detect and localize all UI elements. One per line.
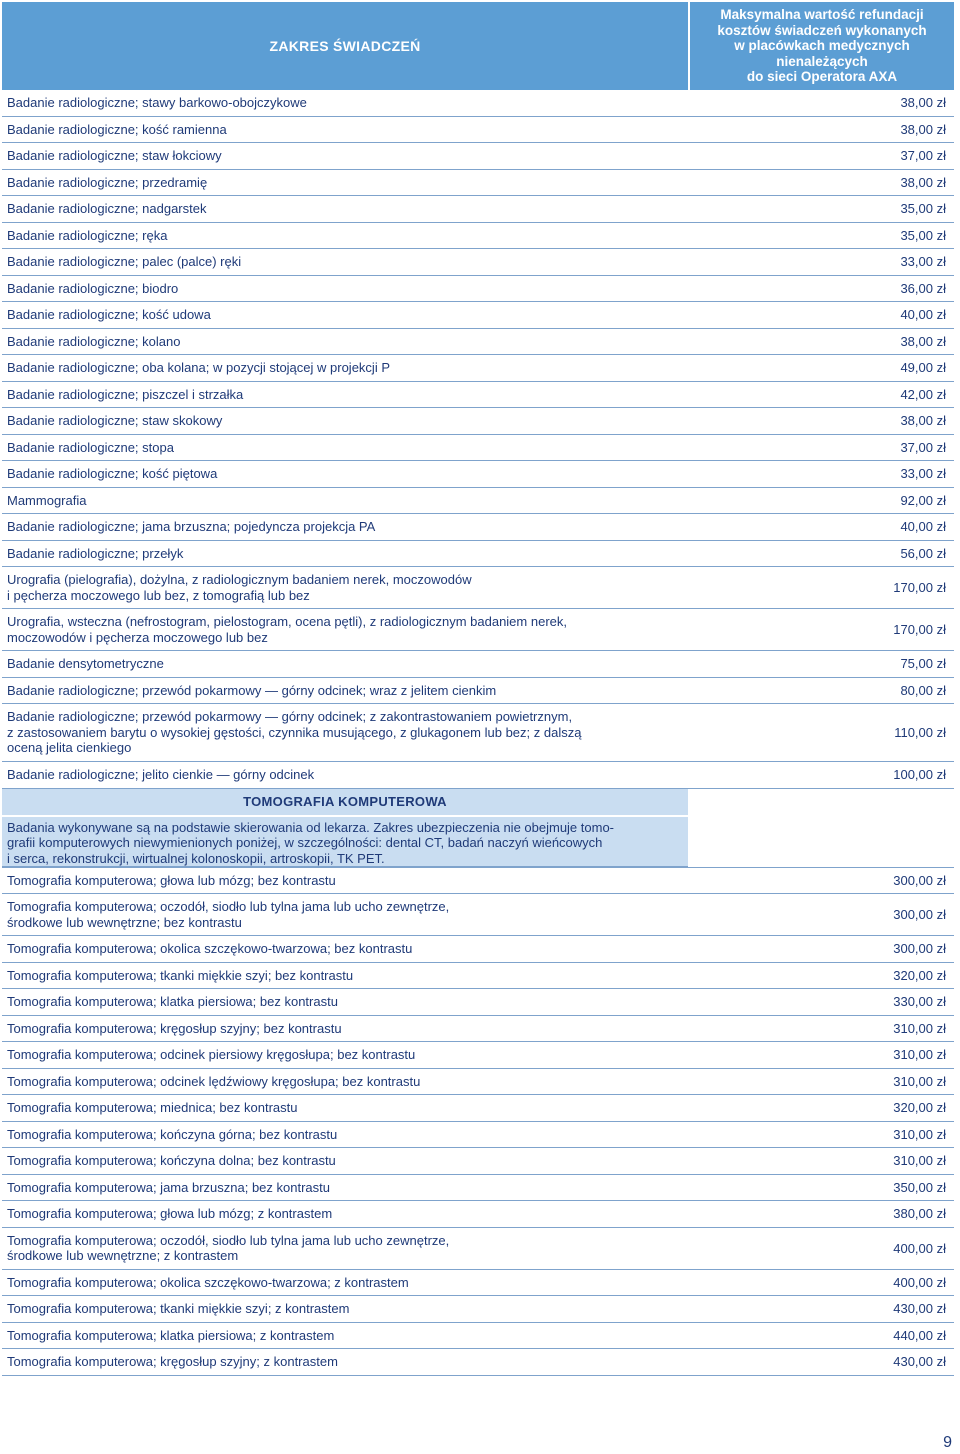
refund-table	[2, 2, 954, 1376]
description-line: moczowodów i pęcherza moczowego lub bez	[7, 629, 268, 645]
service-description	[2, 1180, 688, 1196]
description-line: Tomografia komputerowa; tkanki miękkie szyi; z kontrastem	[7, 1301, 350, 1316]
table-row	[2, 651, 954, 678]
table-row	[2, 678, 954, 705]
refund-amount: 430,00 zł	[893, 1354, 946, 1370]
service-description	[2, 1153, 688, 1169]
refund-amount: 56,00 zł	[900, 545, 946, 561]
service-description	[2, 546, 688, 562]
page-number: 9	[943, 1434, 952, 1451]
refund-amount: 42,00 zł	[900, 386, 946, 402]
description-line: Badanie radiologiczne; przewód pokarmowy — górny odcinek; z zakontrastowaniem powietrznym,	[7, 709, 573, 725]
description-line: Tomografia komputerowa; klatka piersiowa; z kontrastem	[7, 1327, 335, 1343]
refund-amount: 35,00 zł	[900, 201, 946, 217]
description-line: Urografia (pielografia), dożylna, z radiologicznym badaniem nerek, moczowodów	[7, 572, 472, 587]
service-description	[2, 873, 688, 889]
refund-amount: 100,00 zł	[893, 767, 946, 783]
refund-amount: 310,00 zł	[893, 1047, 946, 1063]
service-description	[2, 440, 688, 456]
description-line: Tomografia komputerowa; okolica szczękowo-twarzowa; bez kontrastu	[7, 941, 413, 956]
refund-amount: 400,00 zł	[893, 1240, 946, 1256]
table-row	[2, 461, 954, 488]
refund-amount: 430,00 zł	[893, 1301, 946, 1317]
description-line: Tomografia komputerowa; oczodół, siodło lub tylna jama lub ucho zewnętrze,	[7, 1232, 450, 1248]
table-row	[2, 963, 954, 990]
description-line: Badanie radiologiczne; biodro	[7, 280, 179, 296]
service-description	[2, 899, 688, 930]
service-description	[2, 1354, 688, 1370]
service-description	[2, 281, 688, 297]
table-row	[2, 329, 954, 356]
description-line: Tomografia komputerowa; kręgosłup szyjny; z kontrastem	[7, 1354, 338, 1369]
table-row	[2, 1323, 954, 1350]
table-row	[2, 936, 954, 963]
table-row	[2, 355, 954, 382]
table-row	[2, 704, 954, 762]
description-line: z zastosowaniem barytu o wysokiej gęstości, czynnika musującego, z glukagonem lub bez; z dalszą	[7, 724, 582, 740]
refund-amount: 110,00 zł	[894, 725, 946, 740]
table-row	[2, 117, 954, 144]
description-line: Mammografia	[7, 492, 87, 508]
table-row	[2, 1042, 954, 1069]
service-description	[2, 1074, 688, 1090]
ct-rows	[2, 868, 954, 1376]
service-description	[2, 1127, 688, 1143]
service-description	[2, 413, 688, 429]
refund-amount: 92,00 zł	[900, 492, 946, 508]
refund-amount: 300,00 zł	[893, 872, 946, 888]
table-row	[2, 196, 954, 223]
ct-section-header	[2, 789, 954, 868]
refund-amount: 33,00 zł	[900, 466, 946, 482]
service-description	[2, 572, 688, 603]
description-line: Badanie radiologiczne; piszczel i strzałka	[7, 386, 244, 402]
description-line: Tomografia komputerowa; kończyna górna; bez kontrastu	[7, 1126, 338, 1142]
service-description	[2, 122, 688, 138]
description-line: Badanie radiologiczne; stawy barkowo-obojczykowe	[7, 95, 307, 110]
refund-amount: 38,00 zł	[900, 121, 946, 137]
radiology-rows	[2, 90, 954, 789]
note-line: grafii komputerowych niewymienionych poniżej, w szczególności: dental CT, badań naczyń wieńcowych	[7, 835, 603, 850]
refund-amount: 310,00 zł	[893, 1020, 946, 1036]
table-row	[2, 514, 954, 541]
description-line: Tomografia komputerowa; tkanki miękkie szyi; bez kontrastu	[7, 967, 354, 983]
refund-amount: 80,00 zł	[900, 682, 946, 698]
service-description	[2, 1301, 688, 1317]
refund-amount: 36,00 zł	[900, 280, 946, 296]
table-header	[2, 2, 954, 90]
service-description	[2, 683, 688, 699]
refund-amount: 40,00 zł	[900, 519, 946, 535]
description-line: Tomografia komputerowa; kręgosłup szyjny; bez kontrastu	[7, 1020, 342, 1036]
table-row	[2, 894, 954, 936]
description-line: Tomografia komputerowa; głowa lub mózg; bez kontrastu	[7, 872, 336, 888]
table-row	[2, 541, 954, 568]
service-description	[2, 1275, 688, 1291]
service-description	[2, 1233, 688, 1264]
service-description	[2, 994, 688, 1010]
table-row	[2, 1175, 954, 1202]
header-line: kosztów świadczeń wykonanych	[717, 22, 927, 38]
header-line: do sieci Operatora AXA	[746, 69, 898, 85]
description-line: Tomografia komputerowa; odcinek lędźwiowy kręgosłupa; bez kontrastu	[7, 1073, 421, 1089]
service-description	[2, 941, 688, 957]
description-line: Badanie radiologiczne; palec (palce) ręki	[7, 254, 242, 269]
refund-amount: 300,00 zł	[893, 907, 946, 922]
note-line: Badania wykonywane są na podstawie skierowania od lekarza. Zakres ubezpieczenia nie obejmuje tomo-	[7, 819, 615, 835]
table-row	[2, 1122, 954, 1149]
refund-amount: 38,00 zł	[900, 333, 946, 349]
refund-amount: 310,00 zł	[893, 1073, 946, 1089]
service-description	[2, 148, 688, 164]
description-line: oceną jelita cienkiego	[7, 740, 132, 756]
description-line: Tomografia komputerowa; okolica szczękowo-twarzowa; z kontrastem	[7, 1274, 409, 1290]
table-row	[2, 1069, 954, 1096]
refund-amount: 38,00 zł	[900, 95, 946, 111]
table-row	[2, 223, 954, 250]
header-scope: ZAKRES ŚWIADCZEŃ	[2, 2, 688, 90]
description-line: środkowe lub wewnętrzne; z kontrastem	[7, 1248, 239, 1263]
header-line: nienależących	[776, 53, 868, 69]
service-description	[2, 709, 688, 756]
service-description	[2, 1328, 688, 1344]
service-description	[2, 228, 688, 244]
description-line: Tomografia komputerowa; kończyna dolna; bez kontrastu	[7, 1153, 336, 1168]
table-row	[2, 302, 954, 329]
table-row	[2, 249, 954, 276]
description-line: Badanie radiologiczne; kolano	[7, 333, 181, 349]
table-row	[2, 1296, 954, 1323]
service-description	[2, 254, 688, 270]
table-row	[2, 170, 954, 197]
refund-amount: 49,00 zł	[900, 360, 946, 376]
service-description	[2, 360, 688, 376]
table-row	[2, 276, 954, 303]
service-description	[2, 307, 688, 323]
note-line: i serca, rekonstrukcji, wirtualnej kolonoskopii, artroskopii, TK PET.	[7, 850, 385, 866]
description-line: Urografia, wsteczna (nefrostogram, pielostogram, ocena pętli), z radiologicznym badaniem nerek,	[7, 614, 567, 629]
description-line: Badanie radiologiczne; staw łokciowy	[7, 148, 222, 163]
table-row	[2, 143, 954, 170]
refund-amount: 350,00 zł	[893, 1179, 946, 1195]
refund-amount: 320,00 zł	[893, 967, 946, 983]
refund-amount: 440,00 zł	[893, 1327, 946, 1343]
table-row	[2, 1016, 954, 1043]
table-row	[2, 1228, 954, 1270]
refund-amount: 300,00 zł	[893, 941, 946, 957]
description-line: Tomografia komputerowa; oczodół, siodło lub tylna jama lub ucho zewnętrze,	[7, 899, 450, 914]
refund-amount: 330,00 zł	[893, 994, 946, 1010]
description-line: Badanie radiologiczne; przełyk	[7, 545, 184, 561]
table-row	[2, 382, 954, 409]
description-line: Badanie radiologiczne; stopa	[7, 439, 174, 455]
description-line: i pęcherza moczowego lub bez, z tomografią lub bez	[7, 587, 310, 603]
description-line: Badanie radiologiczne; kość udowa	[7, 307, 211, 322]
refund-amount: 170,00 zł	[893, 622, 946, 637]
service-description	[2, 387, 688, 403]
refund-amount: 310,00 zł	[893, 1153, 946, 1169]
service-description	[2, 175, 688, 191]
refund-amount: 38,00 zł	[900, 413, 946, 429]
description-line: Badanie radiologiczne; staw skokowy	[7, 413, 223, 428]
description-line: Tomografia komputerowa; głowa lub mózg; z kontrastem	[7, 1206, 333, 1221]
description-line: Badanie radiologiczne; kość piętowa	[7, 466, 218, 481]
table-row	[2, 868, 954, 895]
description-line: Badanie densytometryczne	[7, 656, 164, 671]
refund-amount: 320,00 zł	[893, 1100, 946, 1116]
header-line: w placówkach medycznych	[734, 38, 910, 54]
service-description	[2, 614, 688, 645]
description-line: Badanie radiologiczne; ręka	[7, 227, 168, 243]
refund-amount: 37,00 zł	[900, 439, 946, 455]
table-row	[2, 1349, 954, 1376]
service-description	[2, 968, 688, 984]
description-line: Badanie radiologiczne; nadgarstek	[7, 201, 207, 216]
description-line: Badanie radiologiczne; jama brzuszna; pojedyncza projekcja PA	[7, 519, 376, 534]
description-line: Badanie radiologiczne; przewód pokarmowy — górny odcinek; wraz z jelitem cienkim	[7, 682, 497, 698]
service-description	[2, 466, 688, 482]
description-line: środkowe lub wewnętrzne; bez kontrastu	[7, 914, 242, 930]
refund-amount: 33,00 zł	[900, 254, 946, 270]
service-description	[2, 767, 688, 783]
description-line: Badanie radiologiczne; oba kolana; w pozycji stojącej w projekcji P	[7, 360, 390, 375]
description-line: Tomografia komputerowa; odcinek piersiowy kręgosłupa; bez kontrastu	[7, 1047, 416, 1062]
refund-amount: 37,00 zł	[900, 148, 946, 164]
table-row	[2, 1201, 954, 1228]
service-description	[2, 1100, 688, 1116]
table-row	[2, 90, 954, 117]
description-line: Badanie radiologiczne; jelito cienkie — górny odcinek	[7, 767, 315, 782]
section-title: TOMOGRAFIA KOMPUTEROWA	[2, 789, 688, 815]
refund-amount: 35,00 zł	[900, 227, 946, 243]
service-description	[2, 1021, 688, 1037]
header-max-refund	[690, 2, 954, 90]
table-row	[2, 1148, 954, 1175]
table-row	[2, 762, 954, 789]
table-row	[2, 1095, 954, 1122]
header-line: Maksymalna wartość refundacji	[720, 7, 924, 23]
service-description	[2, 1047, 688, 1063]
description-line: Tomografia komputerowa; jama brzuszna; bez kontrastu	[7, 1179, 330, 1195]
table-row	[2, 989, 954, 1016]
service-description	[2, 656, 688, 672]
description-line: Tomografia komputerowa; miednica; bez kontrastu	[7, 1100, 298, 1115]
table-row	[2, 567, 954, 609]
section-note	[2, 817, 688, 867]
service-description	[2, 201, 688, 217]
refund-amount: 400,00 zł	[893, 1274, 946, 1290]
table-row	[2, 609, 954, 651]
service-description	[2, 95, 688, 111]
table-row	[2, 1270, 954, 1297]
description-line: Badanie radiologiczne; kość ramienna	[7, 121, 227, 137]
service-description	[2, 1206, 688, 1222]
refund-amount: 40,00 zł	[900, 307, 946, 323]
table-row	[2, 435, 954, 462]
service-description	[2, 519, 688, 535]
refund-amount: 170,00 zł	[893, 580, 946, 595]
table-row	[2, 408, 954, 435]
refund-amount: 380,00 zł	[893, 1206, 946, 1222]
refund-amount: 38,00 zł	[900, 174, 946, 190]
service-description	[2, 493, 688, 509]
description-line: Tomografia komputerowa; klatka piersiowa; bez kontrastu	[7, 994, 338, 1009]
refund-amount: 310,00 zł	[893, 1126, 946, 1142]
refund-amount: 75,00 zł	[900, 656, 946, 672]
description-line: Badanie radiologiczne; przedramię	[7, 174, 208, 190]
table-row	[2, 488, 954, 515]
service-description	[2, 334, 688, 350]
